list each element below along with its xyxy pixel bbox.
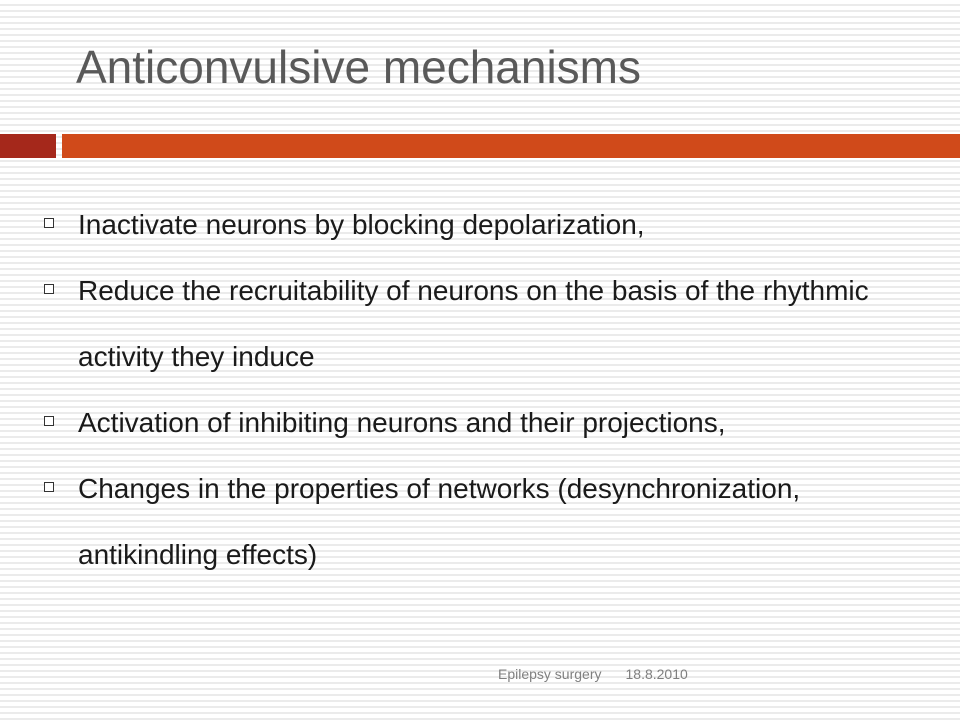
hollow-square-icon: [44, 284, 54, 294]
bullet-text: Activation of inhibiting neurons and their projections,: [78, 407, 726, 438]
title-underline-accent: [0, 134, 56, 158]
bullet-item: [44, 192, 944, 258]
bullet-text: Reduce the recruitability of neurons on the basis of the rhythmic activity they induce: [78, 275, 869, 372]
title-underline-bar: [62, 134, 960, 158]
hollow-square-icon: [44, 416, 54, 426]
hollow-square-icon: [44, 482, 54, 492]
bullet-text: Inactivate neurons by blocking depolarization,: [78, 209, 645, 240]
bullet-item: [44, 390, 944, 456]
slide-title: Anticonvulsive mechanisms: [76, 41, 642, 93]
bullet-item: [44, 258, 944, 390]
hollow-square-icon: [44, 218, 54, 228]
bullet-text: Changes in the properties of networks (desynchronization, antikindling effects): [78, 473, 801, 570]
bullet-item: [44, 456, 944, 588]
bullet-list: [44, 192, 944, 588]
footer-date: 18.8.2010: [625, 666, 688, 682]
slide-footer: [498, 666, 688, 682]
footer-text: Epilepsy surgery: [498, 666, 602, 682]
